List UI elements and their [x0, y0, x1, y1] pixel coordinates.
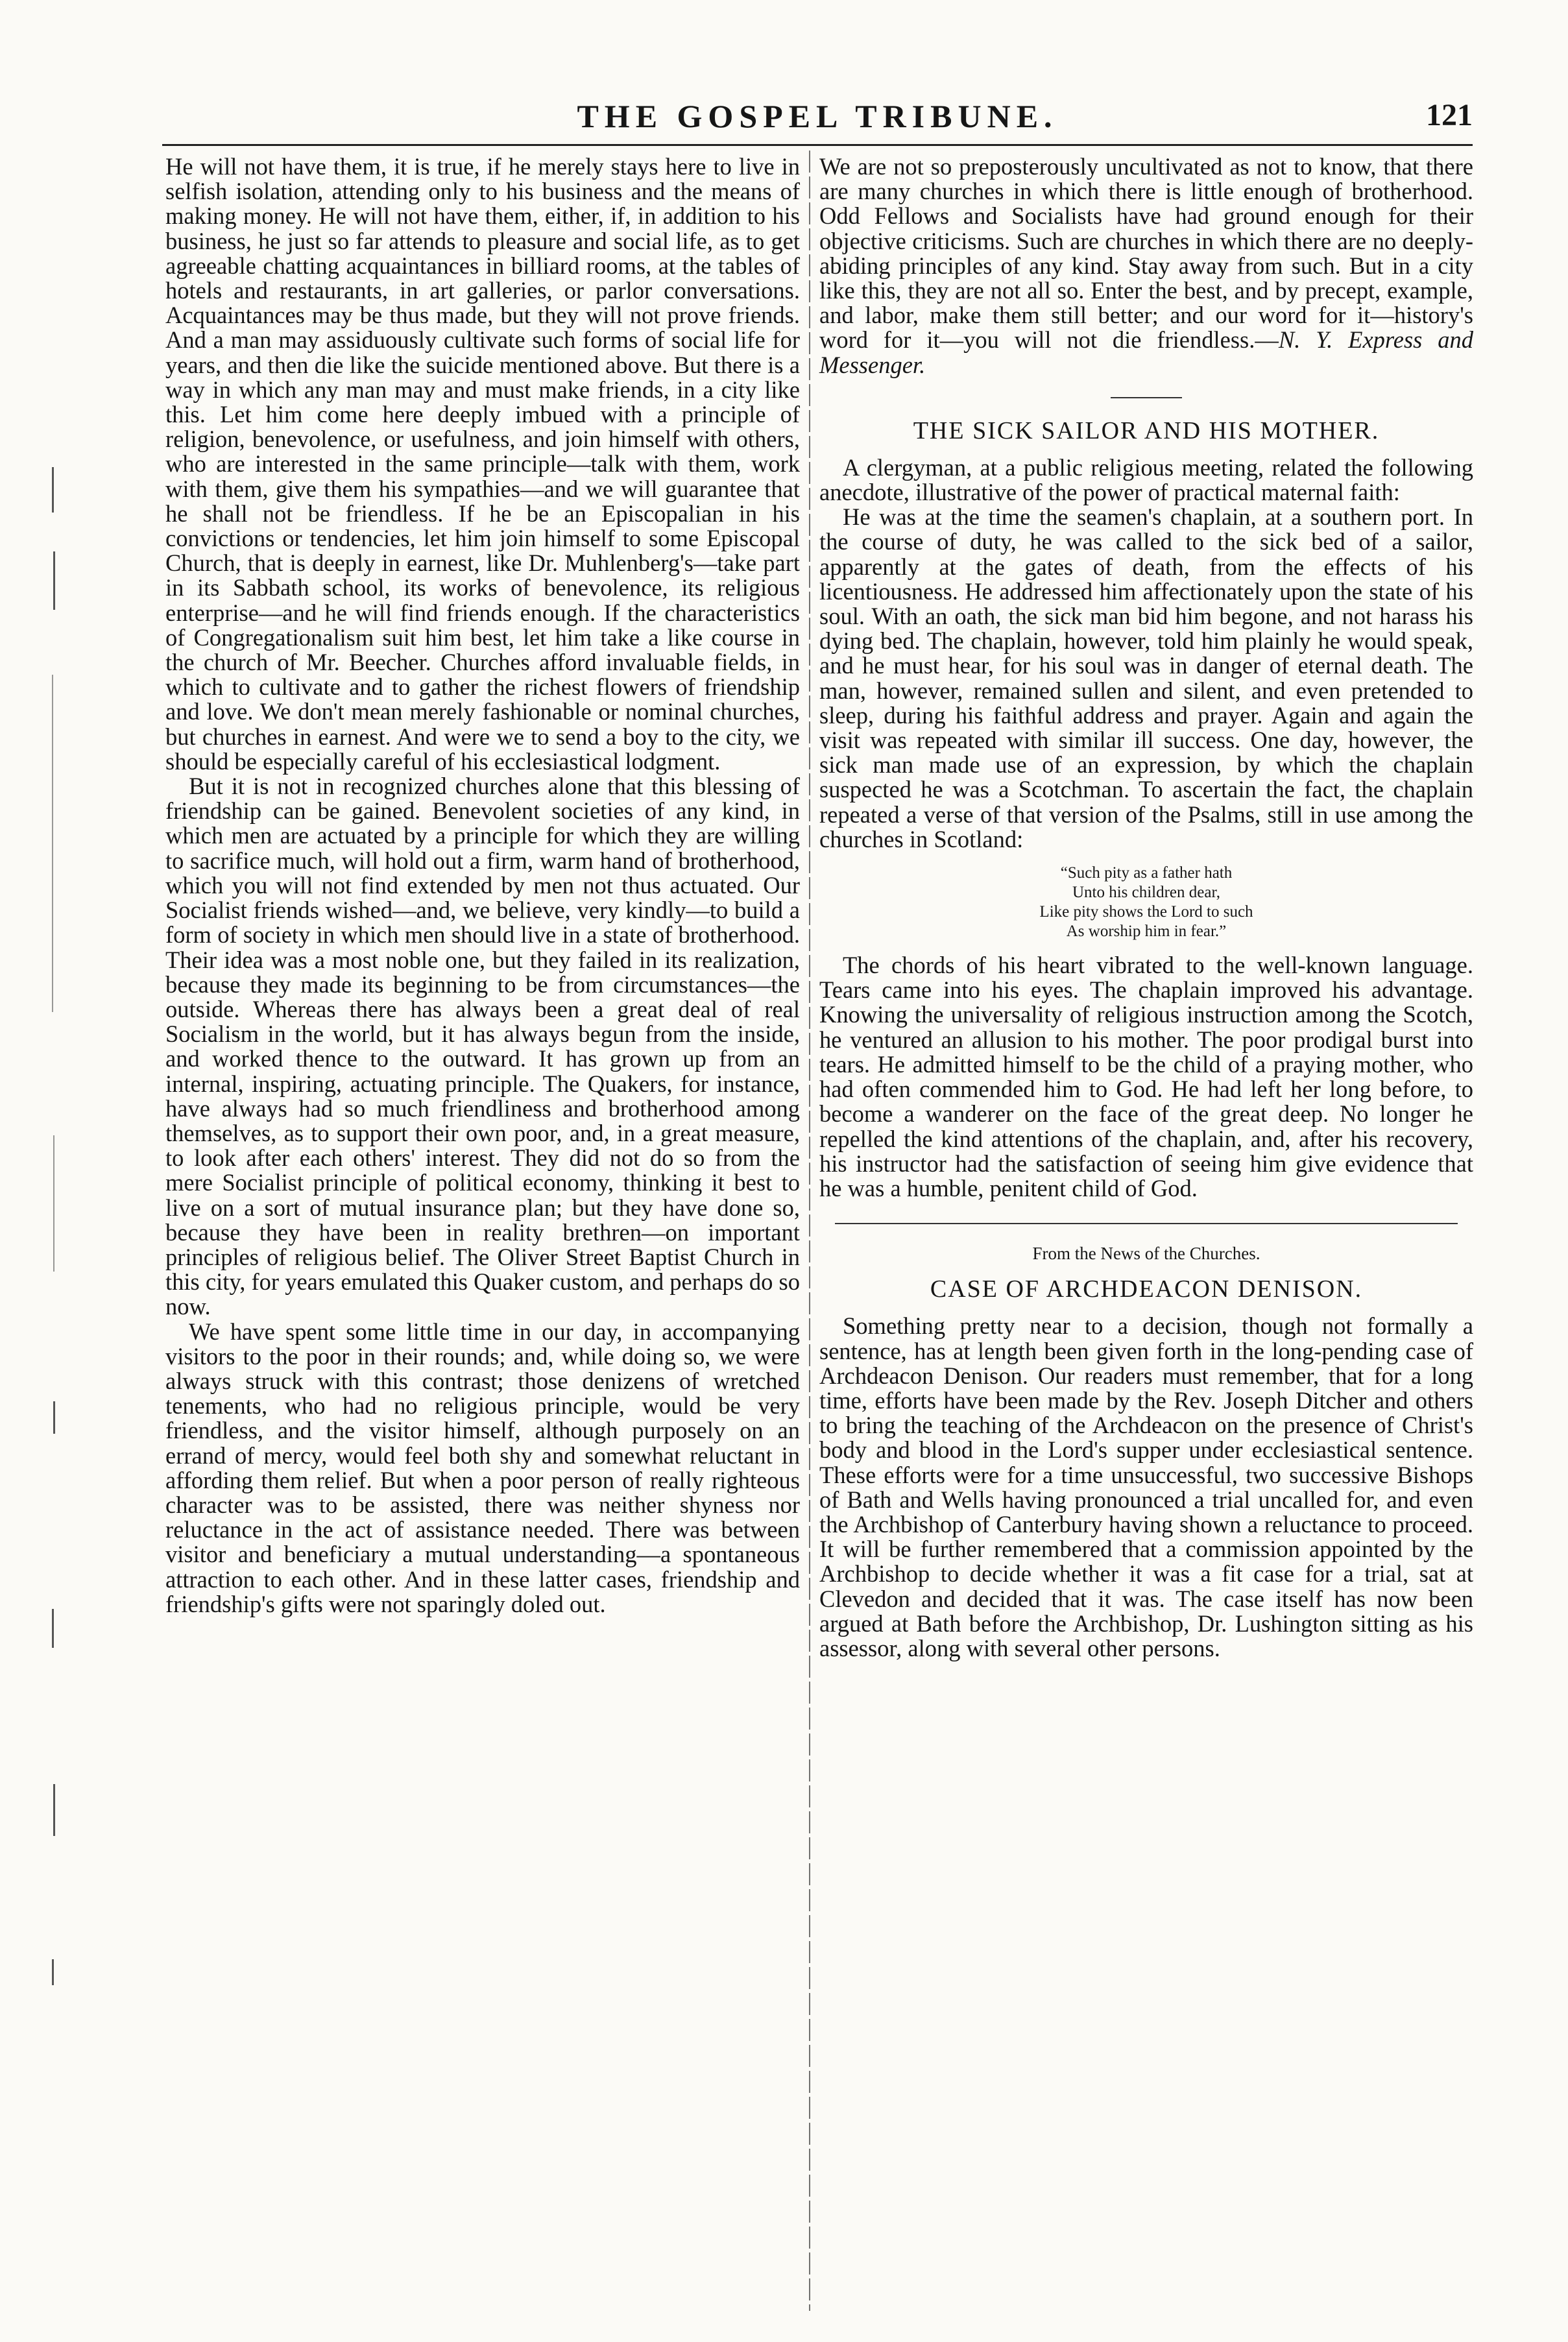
psalm-verse	[819, 863, 1473, 941]
verse-line: As worship him in fear.”	[1066, 923, 1227, 941]
page-header	[162, 97, 1473, 143]
right-paragraph-1	[819, 154, 1473, 378]
page-number: 121	[1426, 98, 1473, 132]
verse-line: Like pity shows the Lord to such	[1039, 903, 1253, 921]
sick-sailor-paragraph-1: A clergyman, at a public religious meeting, related the following anecdote, illustrative of the power of practical maternal faith:	[819, 453, 1473, 506]
article-source-line: From the News of the Churches.	[1032, 1244, 1260, 1264]
article-title-sick-sailor: THE SICK SAILOR AND HIS MOTHER.	[913, 416, 1380, 444]
section-rule	[835, 1223, 1458, 1224]
margin-marks	[39, 389, 78, 2141]
verse-line: Unto his children dear,	[1072, 884, 1221, 902]
column-divider	[809, 151, 810, 2311]
sick-sailor-paragraph-2: He was at the time the seamen's chaplain, at a southern port. In the course of duty, he was called to the sick bed of a sailor, apparently at the gates of death, from the effects of his licentiousness. He addressed him affectionately upon the state of his soul. With an oath, the sick man bid him begone, and not harass his dying bed. The chaplain, however, told him plainly he would speak, and he must hear, for his soul was in danger of eternal death. The man, however, remained sullen and silent, and even pretended to sleep, during his faithful address and prayer. Again and again the visit was repeated with similar ill success. One day, however, the sick man made use of an expression, by which the chaplain suspected he was a Scotchman. To ascertain the fact, the chaplain repeated a verse of that version of the Psalms, still in use among the churches in Scotland:	[819, 503, 1473, 852]
right-paragraph-1-text: We are not so preposterously uncultivated as not to know, that there are many churches in which there is little enough of brotherhood. Odd Fellows and Socialists have had ground enough for their objective criticisms. Such are churches in which there are no deeply-abiding principles of any kind. Stay away from such. But in a city like this, they are not all so. Enter the best, and by precept, example, and labor, make them still better; and our word for it—history's word for it—you will not die friendless.—	[819, 153, 1473, 354]
left-column	[165, 154, 800, 1617]
source-credit: N. Y. Express and Messenger.	[819, 326, 1473, 378]
left-paragraph-2: But it is not in recognized churches alone that this blessing of friendship can be gained. Benevolent societies of any kind, in which men are actuated by a principle for which they are willing to sacrifice much, will hold out a firm, warm hand of brotherhood, which you will not find extended by men not thus actuated. Our Socialist friends wished—and, we believe, very kindly—to build a form of society in which men should live in a state of brotherhood. Their idea was a most noble one, but they failed in its realization, because they made its beginning to be from circumstances—the outside. Whereas there has always been a great deal of real Socialism in the world, but it has always begun from the inside, and worked thence to the outward. It has grown up from an internal, inspiring, actuating principle. The Quakers, for instance, have always had so much friendliness and brotherhood among themselves, as to support their own poor, and, in a great measure, to look after each others' interest. They did not do so from the mere Socialist principle of political economy, thinking it best to live on a sort of mutual insurance plan; but they have done so, because they have been in reality brethren—on important principles of religious belief. The Oliver Street Baptist Church in this city, for years emulated this Quaker custom, and perhaps do so now.	[165, 773, 800, 1320]
sick-sailor-paragraph-3: The chords of his heart vibrated to the well-known language. Tears came into his eyes. The chaplain improved his advantage. Knowing the universality of religious instruction among the Scotch, he ventured an allusion to his mother. The poor prodigal burst into tears. He admitted himself to be the child of a praying mother, who had often commended him to God. He had left her long before, to become a wanderer on the face of the great deep. No longer he repelled the kind attentions of the chaplain, and, after his recovery, his instructor had the satisfaction of seeing him give evidence that he was a humble, penitent child of God.	[819, 952, 1473, 1201]
left-paragraph-3: We have spent some little time in our day, in accompanying visitors to the poor in their rounds; and, while doing so, we were always struck with this contrast; those denizens of wretched tenements, who had no religious principle, would be very friendless, and the visitor himself, although purposely on an errand of mercy, would feel both shy and somewhat reluctant in affording them relief. But when a poor person of really righteous character was to be assisted, there was neither shyness nor reluctance in the act of assistance needed. There was between visitor and beneficiary a mutual understanding—a spontaneous attraction to each other. And in these latter cases, friendship and friendship's gifts were not sparingly doled out.	[165, 1318, 800, 1617]
header-rule	[162, 144, 1473, 146]
denison-paragraph-1: Something pretty near to a decision, though not formally a sentence, has at length been given forth in the long-pending case of Archdeacon Denison. Our readers must remember, that for a long time, efforts have been made by the Rev. Joseph Ditcher and others to bring the teaching of the Archdeacon on the presence of Christ's body and blood in the Lord's supper under ecclesiastical sentence. These efforts were for a time unsuccessful, two successive Bishops of Bath and Wells having pronounced a trial uncalled for, and even the Archbishop of Canterbury having shown a reluctance to proceed. It will be further remembered that a commission appointed by the Archbishop to decide whether it was a fit case for a trial, sat at Clevedon and decided that it was. The case itself has now been argued at Bath before the Archbishop, Dr. Lushington sitting as his assessor, along with several other persons.	[819, 1312, 1473, 1661]
verse-line: “Such pity as a father hath	[1060, 864, 1233, 882]
article-title-denison: CASE OF ARCHDEACON DENISON.	[930, 1275, 1363, 1303]
running-title: THE GOSPEL TRIBUNE.	[577, 98, 1058, 134]
article-separator	[1111, 397, 1182, 398]
right-column	[819, 154, 1473, 1661]
left-paragraph-1: He will not have them, it is true, if he merely stays here to live in selfish isolation, attending only to his business and the means of making money. He will not have them, either, if, in addition to his business, he just so far attends to pleasure and social life, as to get agreeable chatting acquaintances in billiard rooms, at the tables of hotels and restaurants, in art galleries, or parlor conversations. Acquaintances may be thus made, but they will not prove friends. And a man may assiduously cultivate such forms of social life for years, and then die like the suicide mentioned above. But there is a way in which any man may and must make friends, in a city like this. Let him come here deeply imbued with a principle of religion, benevolence, or usefulness, and join himself with others, who are interested in the same principle—talk with them, work with them, give them his sympathies—and we will guarantee that he shall not be friendless. If he be an Episcopalian in his convictions or tendencies, let him join himself to some Episcopal Church, that is deeply in earnest, like Dr. Muhlenberg's—take part in its Sabbath school, its works of benevolence, its religious enterprise—and he will find friends enough. If the characteristics of Congregationalism suit him best, let him take a like course in the church of Mr. Beecher. Churches afford invaluable fields, in which to cultivate and to gather the richest flowers of friendship and love. We don't mean merely fashionable or nominal churches, but churches in earnest. And were we to send a boy to the city, we should be especially careful of his ecclesiastical lodgment.	[165, 153, 800, 775]
